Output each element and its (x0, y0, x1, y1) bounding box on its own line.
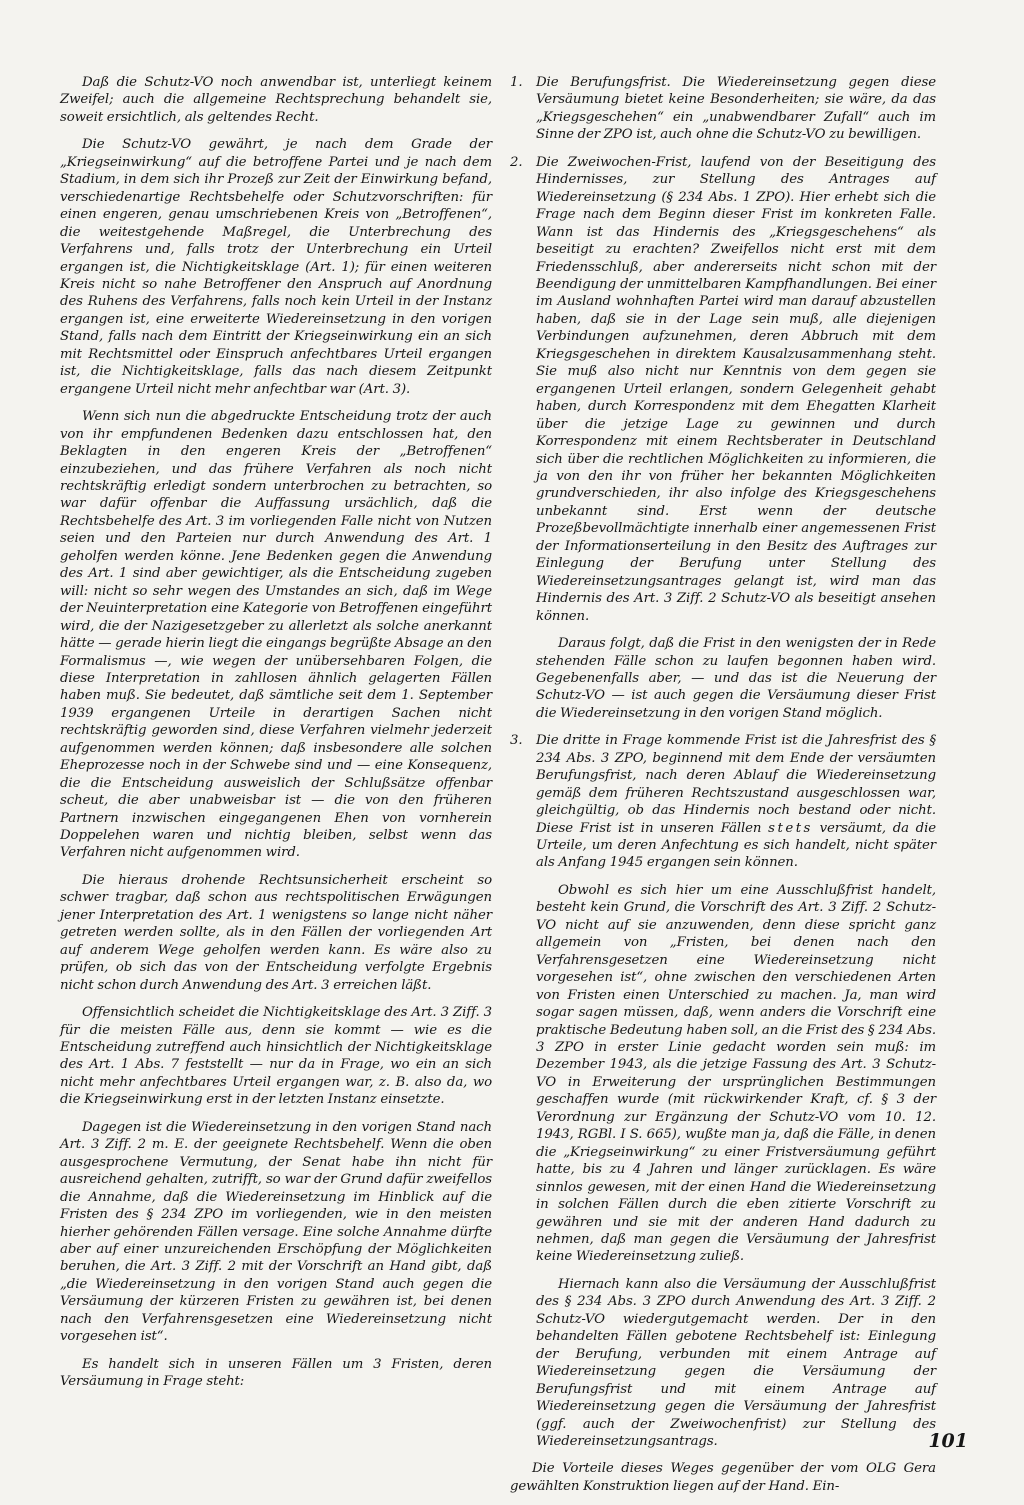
emphasized-word: stets (768, 820, 813, 836)
text-segment: Die dritte in Frage kommende Frist ist die Jahresfrist des § 234 Abs. 3 ZPO, beginnend mit dem Ende der versäumten Berufungsfrist, nach deren Ablauf die Wiedereinsetzung gemäß dem früheren Rechtszustand ausgeschlossen war, gleichgültig, ob das Hindernis noch bestand oder nicht. Diese Frist ist in unseren Fällen (536, 733, 936, 836)
right-column (510, 74, 936, 1505)
list-item-text: Die Zweiwochen-Frist, laufend von der Beseitigung des Hindernisses, zur Stellung des Antrages auf Wiedereinsetzung (§ 234 Abs. 1 ZPO). Hier erhebt sich die Frage nach dem Beginn dieser Frist im konkreten Falle. Wann ist das Hindernis des „Kriegsgeschehens“ als beseitigt zu erachten? Zweifellos nicht erst mit dem Friedensschluß, aber andererseits nicht schon mit der Beendigung der unmittelbaren Kampfhandlungen. Bei einer im Ausland wohnhaften Partei wird man darauf abzustellen haben, daß sie in der Lage sein muß, alle diejenigen Verbindungen aufzunehmen, deren Abbruch mit dem Kriegsgeschehen in direktem Kausalzusammenhang steht. Sie muß also nicht nur Kenntnis von dem gegen sie ergangenen Urteil erlangen, sondern Gelegenheit gehabt haben, durch Korrespondenz mit dem Ehegatten Klarheit über die jetzige Lage zu gewinnen und durch Korrespondenz mit einem Rechtsberater in Deutschland sich über die rechtlichen Möglichkeiten zu informieren, die ja von den ihr von früher her bekannten Möglichkeiten grundverschieden, ihr also infolge des Kriegsgeschehens unbekannt sind. Erst wenn der deutsche Prozeßbevollmächtigte innerhalb einer angemessenen Frist der Informationserteilung in den Besitz des Auftrages zur Einlegung der Berufung unter Stellung des Wiedereinsetzungsantrages gelangt ist, wird man das Hindernis des Art. 3 Ziff. 2 Schutz-VO als beseitigt ansehen können. (536, 154, 936, 624)
paragraph: Daß die Schutz-VO noch anwendbar ist, unterliegt keinem Zweifel; auch die allgemeine Rechtsprechung behandelt sie, soweit ersichtlich, als geltendes Recht. (60, 75, 492, 125)
paragraph: Die Schutz-VO gewährt, je nach dem Grade der „Kriegseinwirkung“ auf die betroffene Partei und je nach dem Stadium, in dem sich ihr Prozeß zur Zeit der Einwirkung befand, verschiedenartige Rechtsbehelfe oder Schutzvorschriften: für einen engeren, genau umschriebenen Kreis von „Betroffenen“, die weitestgehende Maßregel, die Unterbrechung des Verfahrens und, falls trotz der Unterbrechung ein Urteil ergangen ist, die Nichtigkeitsklage (Art. 1); für einen weiteren Kreis nicht so nahe Betroffener den Anspruch auf Anordnung des Ruhens des Verfahrens, falls noch kein Urteil in der Instanz ergangen ist, eine erweiterte Wiedereinsetzung in den vorigen Stand, falls nach dem Eintritt der Kriegseinwirkung ein an sich mit Rechtsmittel oder Einspruch anfechtbares Urteil ergangen ist, die Nichtigkeitsklage, falls das nach diesem Zeitpunkt ergangene Urteil nicht mehr anfechtbar war (Art. 3). (60, 137, 492, 397)
list-number: 2. (510, 154, 523, 170)
paragraph: Obwohl es sich hier um eine Ausschlußfrist handelt, besteht kein Grund, die Vorschrift des Art. 3 Ziff. 2 Schutz-VO nicht auf sie anzuwenden, denn diese spricht ganz allgemein von „Fristen, bei denen nach den Verfahrensgesetzen eine Wiedereinsetzung nicht vorgesehen ist“, ohne zwischen den verschiedenen Arten von Fristen einen Unterschied zu machen. Ja, man wird sogar sagen müssen, daß, wenn anders die Vorschrift eine praktische Bedeutung haben soll, an die Frist des § 234 Abs. 3 ZPO in erster Linie gedacht worden sein muß: im Dezember 1943, als die jetzige Fassung des Art. 3 Schutz-VO in Erweiterung der ursprünglichen Bestimmungen geschaffen wurde (mit rückwirkender Kraft, cf. § 3 der Verordnung zur Ergänzung der Schutz-VO vom 10. 12. 1943, RGBl. I S. 665), wußte man ja, daß die Fälle, in denen die „Kriegseinwirkung“ zu einer Fristversäumung geführt hatte, bis zu 4 Jahren und länger zurücklagen. Es wäre sinnlos gewesen, mit der einen Hand die Wiedereinsetzung in solchen Fällen durch die eben zitierte Vorschrift zu gewähren und sie mit der anderen Hand dadurch zu nehmen, daß man gegen die Versäumung der Jahresfrist keine Wiedereinsetzung zuließ. (536, 882, 936, 1265)
paragraph: Offensichtlich scheidet die Nichtigkeitsklage des Art. 3 Ziff. 3 für die meisten Fälle aus, denn sie kommt — wie es die Entscheidung zutreffend auch hinsichtlich der Nichtigkeitsklage des Art. 1 Abs. 7 feststellt — nur da in Frage, wo ein an sich nicht mehr anfechtbares Urteil ergangen war, z. B. also da, wo die Kriegseinwirkung erst in der letzten Instanz einsetzte. (60, 1005, 492, 1108)
paragraph: Wenn sich nun die abgedruckte Entscheidung trotz der auch von ihr empfundenen Bedenken dazu entschlossen hat, den Beklagten in den engeren Kreis der „Betroffenen“ einzubeziehen, und das frühere Verfahren als noch nicht rechtskräftig erledigt sondern unterbrochen zu betrachten, so war dafür offenbar die Auffassung ursächlich, daß die Rechtsbehelfe des Art. 3 im vorliegenden Falle nicht von Nutzen seien und den Parteien nur durch Anwendung des Art. 1 geholfen werden könne. Jene Bedenken gegen die Anwendung des Art. 1 sind aber gewichtiger, als die Entscheidung zugeben will: nicht so sehr wegen des Umstandes an sich, daß im Wege der Neuinterpretation eine Kategorie von Betroffenen eingeführt wird, die der Nazigesetzgeber zu allerletzt als solche anerkannt hätte — gerade hierin liegt die eingangs begrüßte Absage an den Formalismus —, wie wegen der unübersehbaren Folgen, die diese Interpretation in zahllosen ähnlich gelagerten Fällen haben muß. Sie bedeutet, daß sämtliche seit dem 1. September 1939 ergangenen Urteile in derartigen Sachen nicht rechtskräftig geworden sind, diese Verfahren vielmehr jederzeit aufgenommen werden können; daß insbesondere alle solchen Eheprozesse noch in der Schwebe sind und — eine Konsequenz, die die Entscheidung ausweislich der Schlußsätze offenbar scheut, die aber unabweisbar ist — die von den früheren Partnern inzwischen eingegangenen Ehen von vornherein Doppelehen waren und nichtig bleiben, selbst wenn das Verfahren nicht aufgenommen wird. (60, 409, 492, 861)
paragraph: Dagegen ist die Wiedereinsetzung in den vorigen Stand nach Art. 3 Ziff. 2 m. E. der geeignete Rechtsbehelf. Wenn die oben ausgesprochene Vermutung, der Senat habe ihn nicht für ausreichend gehalten, zutrifft, so war der Grund dafür zweifellos die Annahme, daß die Wiedereinsetzung im Hinblick auf die Fristen des § 234 ZPO im vorliegenden, wie in den meisten hierher gehörenden Fällen versage. Eine solche Annahme dürfte aber auf einer unzureichenden Erschöpfung der Möglichkeiten beruhen, die Art. 3 Ziff. 2 mit der Vorschrift an Hand gibt, daß „die Wiedereinsetzung in den vorigen Stand auch gegen die Versäumung der kürzeren Fristen zu gewähren ist, bei denen nach den Verfahrensgesetzen eine Wiedereinsetzung nicht vorgesehen ist“. (60, 1119, 492, 1345)
paragraph: Die Vorteile dieses Weges gegenüber der vom OLG Gera gewählten Konstruktion liegen auf der Hand. Ein- (510, 1461, 936, 1494)
list-item (510, 732, 936, 872)
left-column (60, 74, 492, 1401)
paragraph: Daraus folgt, daß die Frist in den wenigsten der in Rede stehenden Fälle schon zu laufen begonnen haben wird. Gegebenenfalls aber, — und das ist die Neuerung der Schutz-VO — ist auch gegen die Versäumung dieser Frist die Wiedereinsetzung in den vorigen Stand möglich. (536, 636, 936, 721)
paragraph: Die hieraus drohende Rechtsunsicherheit erscheint so schwer tragbar, daß schon aus rechtspolitischen Erwägungen jener Interpretation des Art. 1 wenigstens so lange nicht näher getreten werden sollte, als in den Fällen der vorliegenden Art auf anderem Wege geholfen werden kann. Es wäre also zu prüfen, ob sich das von der Entscheidung verfolgte Ergebnis nicht schon durch Anwendung des Art. 3 erreichen läßt. (60, 872, 492, 993)
list-item (510, 154, 936, 625)
list-item-text: Die Berufungsfrist. Die Wiedereinsetzung gegen diese Versäumung bietet keine Besonderheiten; sie wäre, da das „Kriegsgeschehen“ ein „unabwendbarer Zufall“ auch im Sinne der ZPO ist, auch ohne die Schutz-VO zu bewilligen. (536, 75, 936, 143)
paragraph: Hiernach kann also die Versäumung der Ausschlußfrist des § 234 Abs. 3 ZPO durch Anwendung des Art. 3 Ziff. 2 Schutz-VO wiedergutgemacht werden. Der in den behandelten Fällen gebotene Rechtsbehelf ist: Einlegung der Berufung, verbunden mit einem Antrage auf Wiedereinsetzung gegen die Versäumung der Berufungsfrist und mit einem Antrage auf Wiedereinsetzung gegen die Versäumung der Jahresfrist (ggf. auch der Zweiwochenfrist) zur Stellung des Wiedereinsetzungsantrags. (536, 1276, 936, 1449)
list-item (510, 74, 936, 144)
page-number: 101 (928, 1430, 968, 1452)
paragraph: Es handelt sich in unseren Fällen um 3 Fristen, deren Versäumung in Frage steht: (60, 1356, 492, 1390)
list-number: 1. (510, 75, 523, 90)
list-item-text (536, 732, 936, 872)
text-segment: versäumt, da die Urteile, um deren Anfechtung es sich handelt, nicht später als Anfang 1945 ergangen sein können. (536, 820, 937, 871)
list-number: 3. (510, 733, 523, 749)
